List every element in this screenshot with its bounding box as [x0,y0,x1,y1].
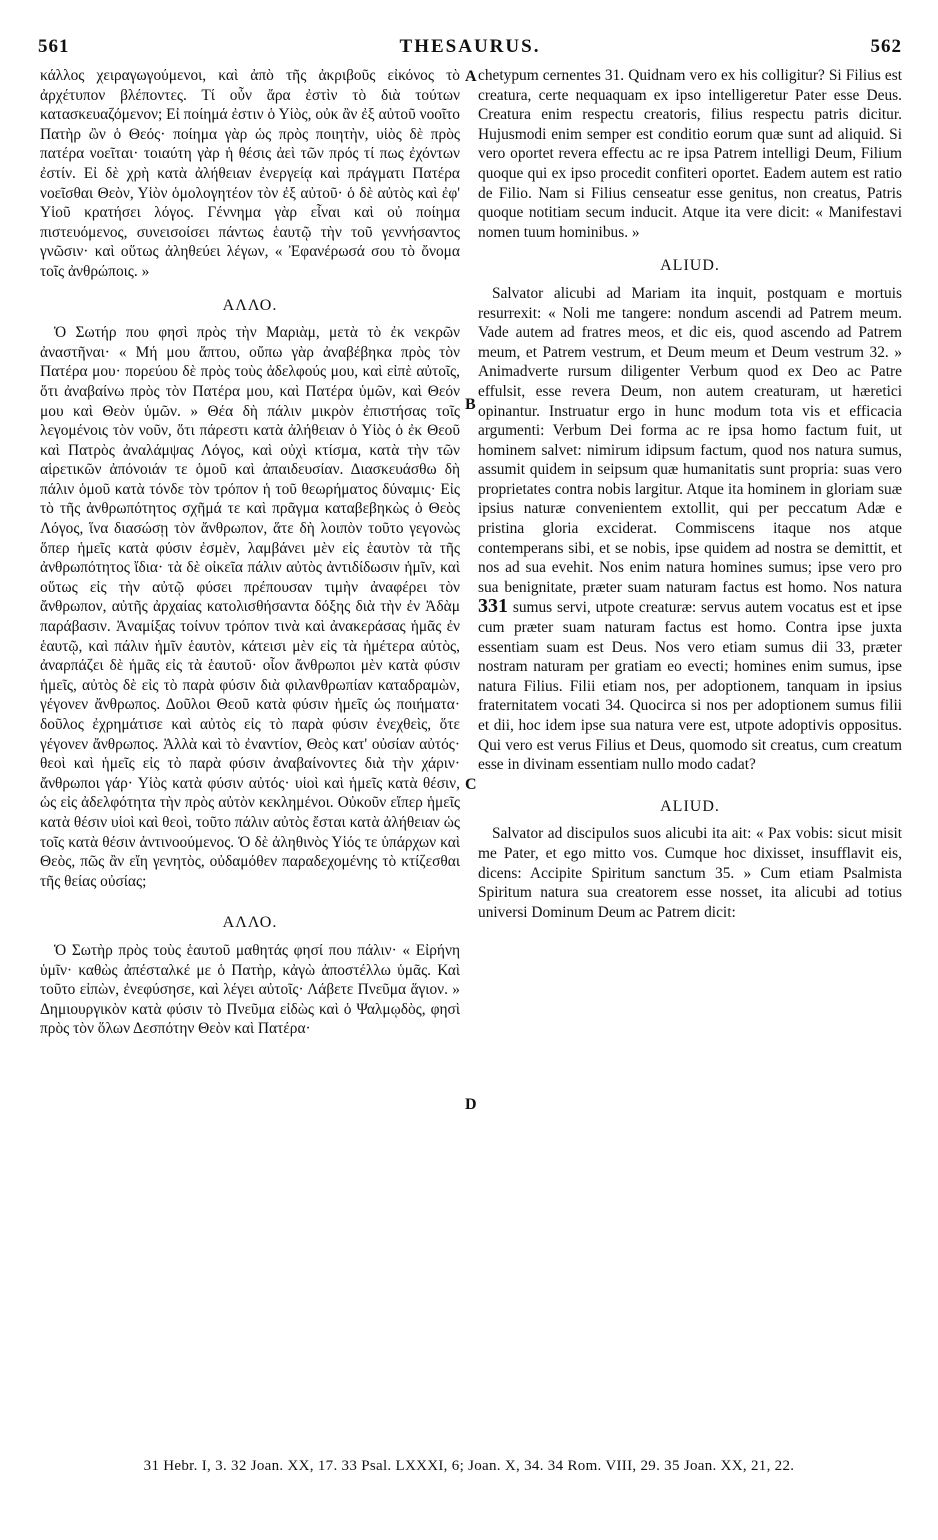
greek-section-heading-2: ΑΛΛΟ. [222,914,278,932]
page-header [38,36,902,64]
greek-paragraph-2: Ὁ Σωτήρ που φησὶ πρὸς τὴν Μαριὰμ, μετὰ τὸ ἐκ νεκρῶν ἀναστῆναι· « Μή μου ἅπτου, οὔπω γὰρ ἀναβέβηκα πρὸς τὸν Πατέρα μου· πορεύου δὲ πρὸς τοὺς ἀδελφούς μου, καὶ εἰπὲ αὐτοῖς, ὅτι ἀναβαίνω πρὸς τὸν Πατέρα μου, καὶ Πατέρα ὑμῶν, καὶ Θεόν μου καὶ Θεὸν ὑμῶν. » Θέα δὴ πάλιν μικρὸν ἐπιστήσας τοῖς λεγομένοις τὸν νοῦν, ὅτι πάρεστι κατὰ ἀλήθειαν ὁ Υἱὸς ὁ ἐκ Θεοῦ καὶ Πατρὸς ἀναλάμψας Λόγος, καὶ οὐχὶ κτίσμα, κατὰ τὴν τῶν αἱρετικῶν ἀπόνοιάν τε ὁμοῦ καὶ ἀπαιδευσίαν. Διασκευάσθω δὴ πάλιν ὁμοῦ κατὰ τόνδε τὸν τρόπον ἡ τοῦ θεωρήματος δύναμις· Εἰς τὸ τῆς ἀνθρωπότητος σχῆμά τε καὶ πρᾶγμα καταβεβηκὼς ὁ Θεὸς Λόγος, ἵνα διασώσῃ τὸν ἄνθρωπον, ἅτε δὴ λοιπὸν τοῦτο γεγονὼς ὅπερ ἡμεῖς κατὰ φύσιν ἐσμὲν, λαμβάνει μὲν εἰς ἑαυτὸν τὰ τῆς ἀνθρωπότητος ἴδια· τὰ δὲ οἰκεῖα πάλιν αὐτὸς ἀντιδίδωσιν ἡμῖν, καὶ οὕτως εἰς τὴν αὐτῷ φύσει πρέπουσαν τιμὴν ἀναφέρει τὸν ἄνθρωπον, αὐτῆς ἀρχαίας κατολισθήσαντα δόξης διὰ τὴν ἐν Ἀδὰμ παράβασιν. Ἀναμίξας τοίνυν τρόπον τινὰ καὶ ἀνακεράσας ἡμᾶς ἐν ἑαυτῷ, καὶ πάλιν ἡμῖν ἑαυτὸν, κάτεισι μὲν εἰς τὰ ἡμέτερα αὐτὸς, ἀναρπάζει δὲ ἡμᾶς εἰς τὰ ἑαυτοῦ· οἷον ἄνθρωποι μὲν κατὰ φύσιν ἡμεῖς, αὐτὸς δὲ εἰς τὸ παρὰ φύσιν διὰ φιλανθρωπίαν καταδραμὼν, γέγονεν ἄνθρωπος. Δοῦλοι Θεοῦ κατὰ φύσιν ἡμεῖς ὡς ποιήματα· δοῦλος ἐχρημάτισε καὶ αὐτὸς εἰς τὸ παρὰ φύσιν ἐνεχθεὶς, ὅτε γέγονεν ἄνθρωπος. Ἀλλὰ καὶ τὸ ἐναντίον, Θεὸς κατ' οὐσίαν αὐτός· θεοὶ καὶ ἡμεῖς εἰς τὸ παρὰ φύσιν ἀναβαίνοντες διὰ τὴν χάριν· ἄνθρωποι γάρ· Υἱὸς κατὰ φύσιν αὐτός· υἱοὶ καὶ ἡμεῖς κατὰ θέσιν, ὡς εἰς ἀδελφότητα τὴν πρὸς αὐτὸν κεκλημένοι. Οὐκοῦν εἴπερ ἡμεῖς κατὰ θέσιν υἱοὶ καὶ θεοὶ, τοῦτο πάλιν αὐτὸς ἔσται κατὰ ἀλήθειαν ὡς τοῖς κατὰ θέσιν ἀντινοούμενος. Ὁ δὲ ἀληθινὸς Υἱός τε ὑπάρχων καὶ Θεὸς, πῶς ἂν εἴη γενητὸς, οὐδαμόθεν παραδεχομένης τὸ κτίζεσθαι τῆς θείας οὐσίας; [40,324,460,890]
greek-paragraph-1: κάλλος χειραγωγούμενοι, καὶ ἀπὸ τῆς ἀκριβοῦς εἰκόνος τὸ ἀρχέτυπον βλέποντες. Τί οὖν ἄρα ἐστὶν τὸ διὰ τούτων κατασκευαζόμενον; Εἰ ποίημά ἐστιν ὁ Υἱὸς, οὐκ ἂν ἐξ αὐτοῦ νοοῖτο Πατὴρ ὢν ὁ Θεός· ποίημα γὰρ ὡς πρὸς ποιητὴν, υἱὸς δὲ πρὸς πατέρα νοεῖται· τοιαύτη γὰρ ἡ θέσις ἀεὶ τῶν πρός τί πως ἐχόντων ἐστίν. Εἰ δὲ χρὴ κατὰ ἀλήθειαν ἐνεργείᾳ καὶ πράγματι Πατέρα νοεῖσθαι Θεὸν, Υἱὸν ὁμολογητέον τὸν ἐξ αὐτοῦ· ὁ δὲ αὐτὸς καὶ ἐφ' Υἱοῦ κρατήσει λόγος. Γέννημα γὰρ εἶναι καὶ οὐ ποίημα πιστευόμενος, συνεισοίσει πάντως ἑαυτῷ τὴν τοῦ γεννήσαντος γνῶσιν· καὶ οὕτως ἀληθεύει λέγων, « Ἐφανέρωσά σου τὸ ὄνομα τοῖς ἀνθρώποις. » [40,67,460,280]
margin-marker-b: B [465,396,476,413]
margin-marker-a: A [465,68,477,85]
greek-column [40,66,460,1039]
footnotes: 31 Hebr. I, 3. 32 Joan. XX, 17. 33 Psal. LXXXI, 6; Joan. X, 34. 34 Rom. VIII, 29. 35 Joan. XX, 21, 22. [143,1458,795,1474]
latin-column [478,66,902,922]
latin-section-heading-1: ALIUD. [660,257,720,275]
right-page-number: 562 [870,36,902,57]
latin-paragraph-2-part-a: Salvator alicubi ad Mariam ita inquit, postquam e mortuis resurrexit: « Noli me tangere: nondum ascendi ad Patrem meum. Vade autem ad fratres meos, et dic eis, quod ascendo ad Patrem meum, et Patrem vestrum, et Deum meum et Deum vestrum 32. » Animadverte rursum diligenter Verbum quod ex Deo ac Patre effulsit, esse revera Deum, non autem creaturam, ut hæretici opinantur. Instruatur ergo in hunc modum tota vis et efficacia argumenti: Verbum Dei forma ac re ipsa homo factum fuit, ut hominem salvet: nimirum idipsum factum, quod nos natura sumus, assumit quidem in seipsum quæ humanitatis sunt propria: suas vero proprietates contra nobis largitur. Atque ita hominem in gloriam suæ ipsius naturæ convenientem extollit, qui per peccatum Adæ e pristina gloria exciderat. Commiscens itaque nos atque contemperans sibi, et se nobis, ipse quidem ad nostra se demittit, et nos ad sua evehit. Nos enim natura homines sumus; ipse vero pro sua benignitate, præter suam naturam factus est homo. Nos natura [478,284,902,596]
latin-paragraph-1: chetypum cernentes 31. Quidnam vero ex his colligitur? Si Filius est creatura, certe nequaquam ex ipso intelligeretur Pater esse Deus. Creatura enim respectu creatoris, filius respectu patris dicitur. Hujusmodi enim semper est conditio eorum quæ sunt ad aliquid. Si vero oportet revera effectu ac re ipsa Patrem intelligi Deum, Filium quoque qui ex ipso procedit confiteri oportet. Eadem autem est ratio de Filio. Nam si Filius censeatur esse genitus, non creatus, Patris quoque notitiam secum inducit. Atque ita vere dicit: « Manifestavi nomen tuum hominibus. » [478,67,902,241]
running-title: THESAURUS. [399,36,541,57]
greek-paragraph-3: Ὁ Σωτὴρ πρὸς τοὺς ἑαυτοῦ μαθητάς φησί που πάλιν· « Εἰρήνη ὑμῖν· καθὼς ἀπέσταλκέ με ὁ Πατὴρ, κἀγὼ ἀποστέλλω ὑμᾶς. Καὶ τοῦτο εἰπὼν, ἐνεφύσησε, καὶ λέγει αὐτοῖς· Λάβετε Πνεῦμα ἅγιον. » Δημιουργικὸν κατὰ φύσιν τὸ Πνεῦμα εἰδὼς καὶ ὁ Ψαλμῳδὸς, φησὶ πρὸς τὸν ὅλων Δεσπότην Θεὸν καὶ Πατέρα· [40,941,460,1038]
greek-section-heading-1: ΑΛΛΟ. [222,296,278,314]
latin-paragraph-2 [478,284,902,775]
margin-marker-d: D [465,1096,477,1113]
latin-paragraph-2-part-b: sumus servi, utpote creaturæ: servus autem vocatus est et ipse cum præter suam naturam factus est homo. Contra ipse juxta essentiam suam est Deus. Nos vero etiam sumus dii 33, præter nostram naturam per gratiam eo evecti; homines enim sumus, ipse natura Filius. Filii etiam nos, per adoptionem, tanquam in ipsius fraternitatem vocati 34. Quocirca si nos per adoptionem sumus filii et dii, hoc idem ipse sua natura vere est, utpote adoptivis oppositus. Qui vero est verus Filius et Deus, quomodo sit creatus, cum creatum esse in divinam essentiam nullo modo cadat? [478,599,902,774]
latin-paragraph-3: Salvator ad discipulos suos alicubi ita ait: « Pax vobis: sicut misit me Pater, et ego mitto vos. Cumque hoc dixisset, insufflavit eis, dicens: Accipite Spiritum sanctum 35. » Cum etiam Psalmista Spiritum natura sua creatorem esse nosset, ita alicubi ad totius universi Dominum Deum ac Patrem dicit: [478,825,902,921]
margin-marker-c: C [465,776,477,793]
column-number: 331 [478,595,508,618]
latin-section-heading-2: ALIUD. [660,797,720,815]
left-page-number: 561 [38,36,70,57]
